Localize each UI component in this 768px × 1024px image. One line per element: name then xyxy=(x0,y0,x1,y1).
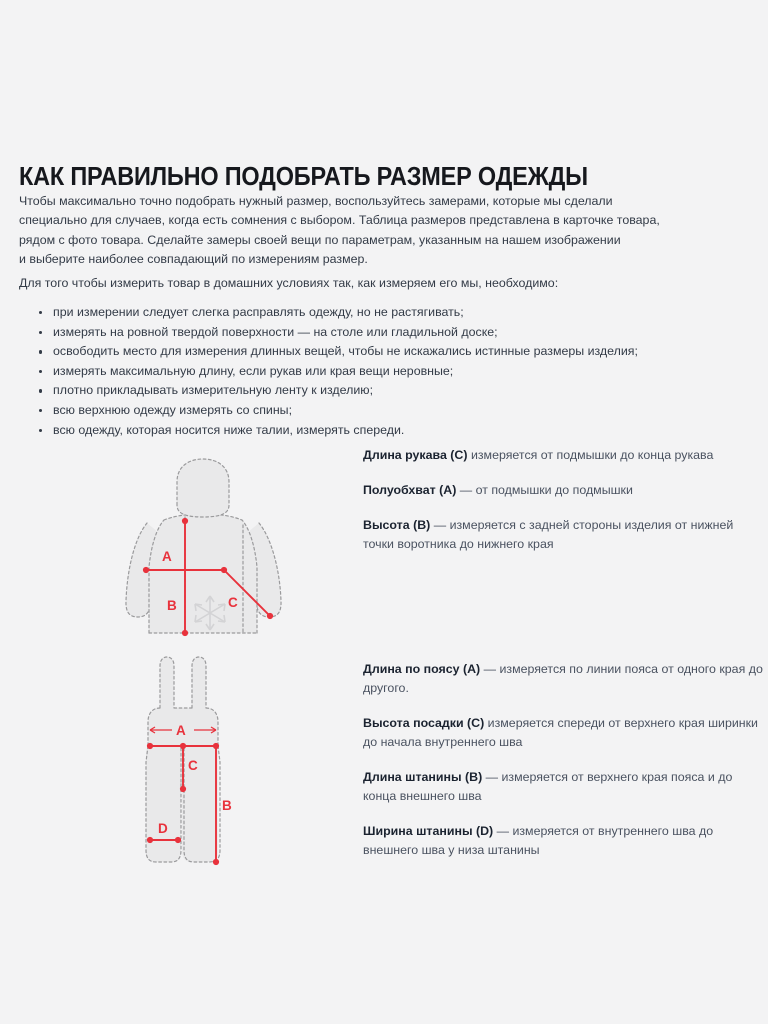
instructions-list xyxy=(37,303,657,440)
pants-term-waist: Длина по поясу (А) xyxy=(363,662,481,676)
jacket-marker-b: B xyxy=(167,598,177,613)
pants-text-rise: измеряется спереди от верхнего края ширинки до начала внутреннего шва xyxy=(363,716,758,749)
pants-descriptions xyxy=(363,660,763,860)
pants-text-inseam: — измеряется от верхнего края пояса и до конца внешнего шва xyxy=(363,770,733,803)
pants-diagram xyxy=(110,650,350,880)
list-item: плотно прикладывать измерительную ленту к изделию; xyxy=(37,381,657,401)
pants-description-item xyxy=(363,714,763,752)
list-item: всю одежду, которая носится ниже талии, измерять спереди. xyxy=(37,421,657,441)
intro-paragraph xyxy=(19,192,660,269)
intro-line-2: специально для случаев, когда есть сомнения с выбором. Таблица размеров представлена в карточке товара, xyxy=(19,213,660,228)
jacket-marker-a: A xyxy=(162,549,172,564)
jacket-text-sleeve: измеряется от подмышки до конца рукава xyxy=(467,448,714,462)
pants-term-inseam: Длина штанины (В) xyxy=(363,770,483,784)
jacket-description-item xyxy=(363,446,763,465)
list-item: всю верхнюю одежду измерять со спины; xyxy=(37,401,657,421)
jacket-term-chest: Полуобхват (А) xyxy=(363,483,457,497)
jacket-descriptions xyxy=(363,446,763,554)
pants-marker-d: D xyxy=(158,821,168,836)
intro-line-3: рядом с фото товара. Сделайте замеры своей вещи по параметрам, указанным на нашем изображении xyxy=(19,232,621,247)
jacket-diagram xyxy=(100,455,340,655)
intro-line-4: и выберите наиболее совпадающий по измерениям размер. xyxy=(19,251,368,266)
list-item: измерять максимальную длину, если рукав или края вещи неровные; xyxy=(37,362,657,382)
pants-marker-b: B xyxy=(222,798,232,813)
jacket-marker-c: C xyxy=(228,595,238,610)
jacket-description-item xyxy=(363,481,763,500)
pants-term-legwidth: Ширина штанины (D) xyxy=(363,824,494,838)
jacket-term-height: Высота (В) xyxy=(363,518,431,532)
list-item: освободить место для измерения длинных вещей, чтобы не искажались истинные размеры изделия; xyxy=(37,342,657,362)
instructions-lead: Для того чтобы измерить товар в домашних условиях так, как измеряем его мы, необходимо: xyxy=(19,276,559,290)
list-item: при измерении следует слегка расправлять одежду, но не растягивать; xyxy=(37,303,657,323)
pants-text-waist: — измеряется по линии пояса от одного края до другого. xyxy=(363,662,763,695)
pants-marker-a: A xyxy=(176,723,186,738)
pants-description-item xyxy=(363,822,763,860)
pants-marker-c: C xyxy=(188,758,198,773)
jacket-description-item xyxy=(363,516,763,554)
pants-description-item xyxy=(363,660,763,698)
jacket-text-height: — измеряется с задней стороны изделия от нижней точки воротника до нижнего края xyxy=(363,518,734,551)
pants-text-legwidth: — измеряется от внутреннего шва до внешнего шва у низа штанины xyxy=(363,824,714,857)
list-item: измерять на ровной твердой поверхности — на столе или гладильной доске; xyxy=(37,323,657,343)
intro-line-1: Чтобы максимально точно подобрать нужный размер, воспользуйтесь замерами, которые мы сделали xyxy=(19,194,613,208)
pants-description-item xyxy=(363,768,763,806)
pants-term-rise: Высота посадки (С) xyxy=(363,716,485,730)
jacket-term-sleeve: Длина рукава (С) xyxy=(363,448,468,462)
jacket-text-chest: — от подмышки до подмышки xyxy=(456,483,633,497)
page-title: КАК ПРАВИЛЬНО ПОДОБРАТЬ РАЗМЕР ОДЕЖДЫ xyxy=(19,163,588,192)
